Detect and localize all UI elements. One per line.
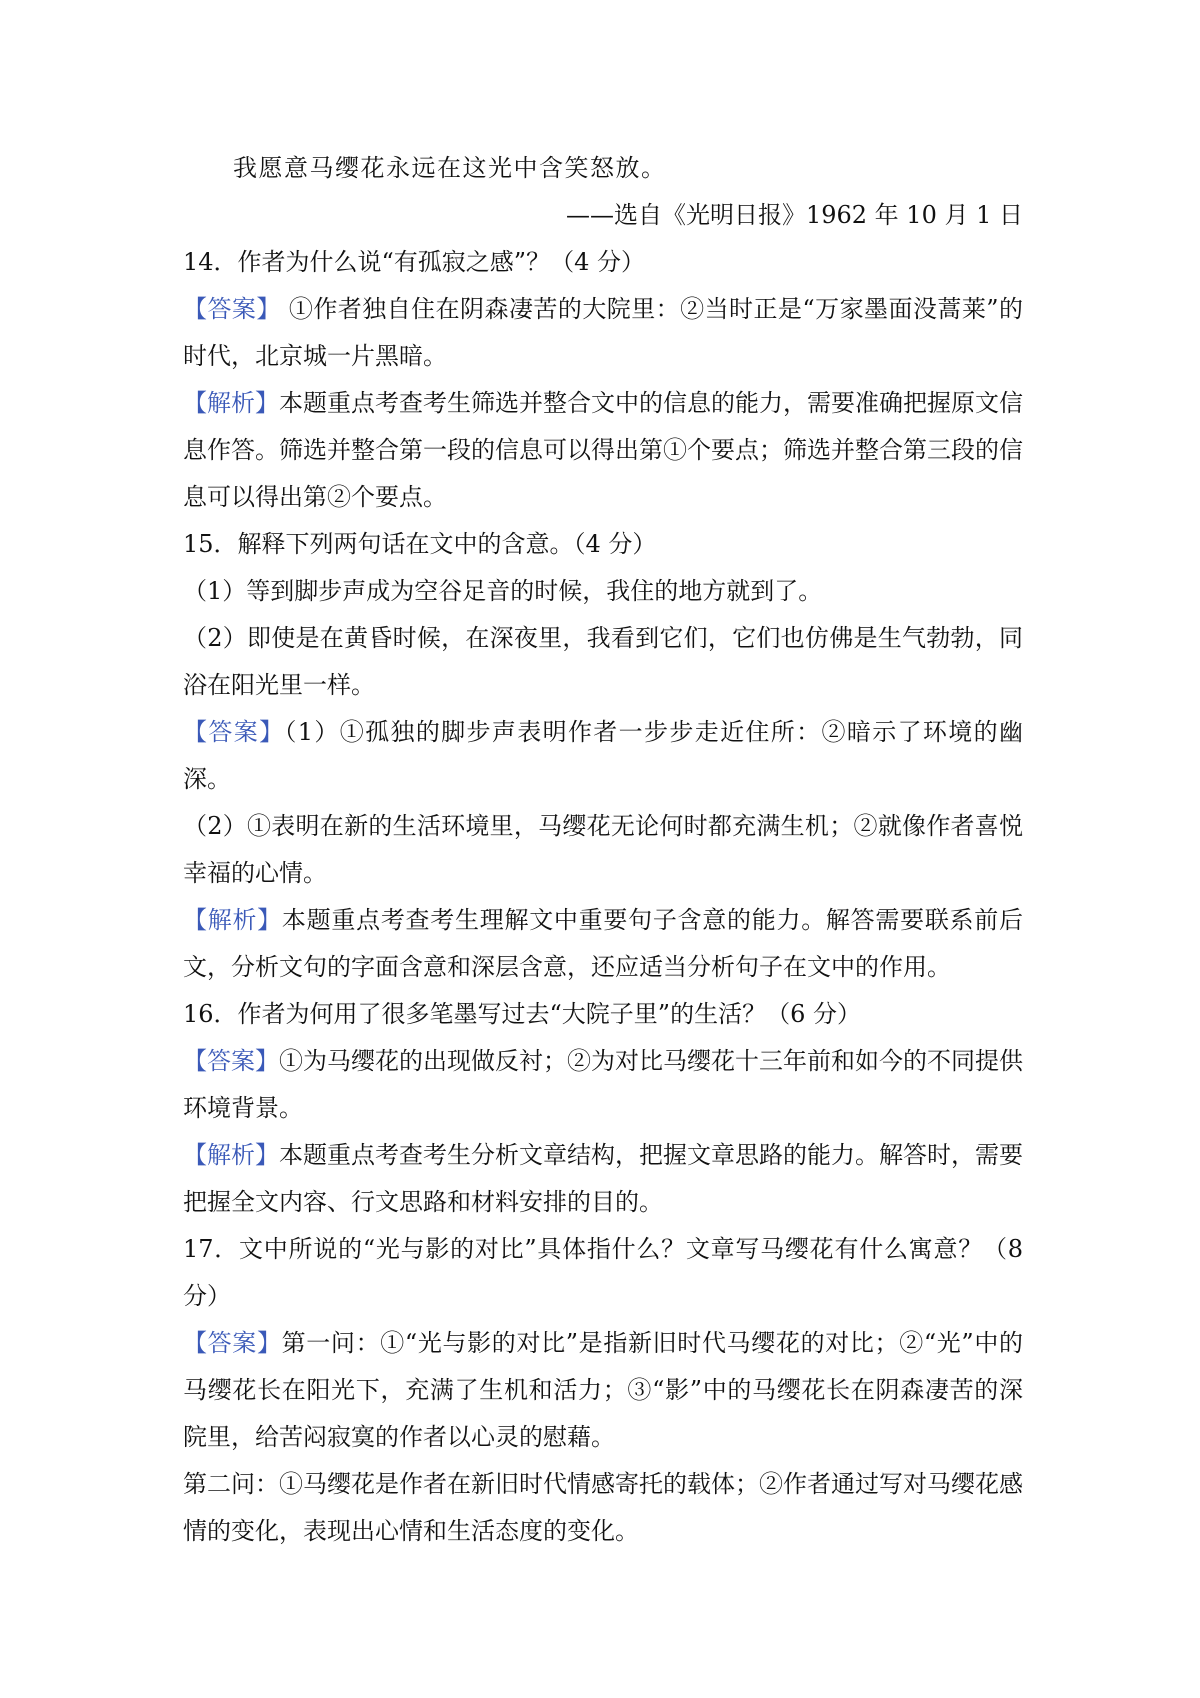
document-content xyxy=(183,145,1023,1555)
answer-14 xyxy=(183,286,1023,380)
question-16: 16．作者为何用了很多笔墨写过去“大院子里”的生活？（6 分） xyxy=(183,1000,861,1028)
passage-source: ——选自《光明日报》1962 年 10 月 1 日 xyxy=(565,201,1023,229)
question-15-item-2: （2）即使是在黄昏时候，在深夜里，我看到它们，它们也仿佛是生气勃勃，同浴在阳光里一样。 xyxy=(183,624,1023,699)
answer-text: ①为马缨花的出现做反衬；②为对比马缨花十三年前和如今的不同提供环境背景。 xyxy=(183,1047,1023,1122)
answer-tag: 【答案】 xyxy=(183,295,281,323)
analysis-text: 本题重点考查考生理解文中重要句子含意的能力。解答需要联系前后文，分析文句的字面含意和深层含意，还应适当分析句子在文中的作用。 xyxy=(183,906,1024,981)
answer-16 xyxy=(183,1038,1023,1132)
passage-closing-quote: 我愿意马缨花永远在这光中含笑怒放。 xyxy=(233,154,667,182)
analysis-tag: 【解析】 xyxy=(183,389,279,417)
answer-text: 第一问：①“光与影的对比”是指新旧时代马缨花的对比；②“光”中的马缨花长在阳光下，充满了生机和活力；③“影”中的马缨花长在阴森凄苦的深院里，给苦闷寂寞的作者以心灵的慰藉。 xyxy=(183,1329,1024,1451)
question-17: 17．文中所说的“光与影的对比”具体指什么？文章写马缨花有什么寓意？（8 分） xyxy=(183,1235,1023,1310)
answer-text: （1）①孤独的脚步声表明作者一步步走近住所：②暗示了环境的幽深。 xyxy=(183,718,1023,793)
analysis-14 xyxy=(183,380,1023,521)
answer-15-part-2: （2）①表明在新的生活环境里，马缨花无论何时都充满生机；②就像作者喜悦幸福的心情。 xyxy=(183,812,1023,887)
question-15-item-1: （1）等到脚步声成为空谷足音的时候，我住的地方就到了。 xyxy=(183,577,823,605)
answer-text: ①作者独自住在阴森凄苦的大院里：②当时正是“万家墨面没蒿莱”的时代，北京城一片黑暗。 xyxy=(183,295,1023,370)
analysis-text: 本题重点考查考生筛选并整合文中的信息的能力，需要准确把握原文信息作答。筛选并整合第一段的信息可以得出第①个要点；筛选并整合第三段的信息可以得出第②个要点。 xyxy=(183,389,1023,511)
analysis-tag: 【解析】 xyxy=(183,906,282,934)
answer-15-part-1 xyxy=(183,709,1023,803)
answer-tag: 【答案】 xyxy=(183,1047,279,1075)
question-15: 15．解释下列两句话在文中的含意。（4 分） xyxy=(183,530,657,558)
answer-17-part-2: 第二问：①马缨花是作者在新旧时代情感寄托的载体；②作者通过写对马缨花感情的变化，表现出心情和生活态度的变化。 xyxy=(183,1470,1023,1545)
answer-tag: 【答案】 xyxy=(183,1329,282,1357)
question-14: 14．作者为什么说“有孤寂之感”？（4 分） xyxy=(183,248,645,276)
analysis-16 xyxy=(183,1132,1023,1226)
analysis-tag: 【解析】 xyxy=(183,1141,279,1169)
answer-tag: 【答案】 xyxy=(183,718,285,746)
answer-17-part-1 xyxy=(183,1320,1023,1461)
analysis-15 xyxy=(183,897,1023,991)
analysis-text: 本题重点考查考生分析文章结构，把握文章思路的能力。解答时，需要把握全文内容、行文思路和材料安排的目的。 xyxy=(183,1141,1023,1216)
